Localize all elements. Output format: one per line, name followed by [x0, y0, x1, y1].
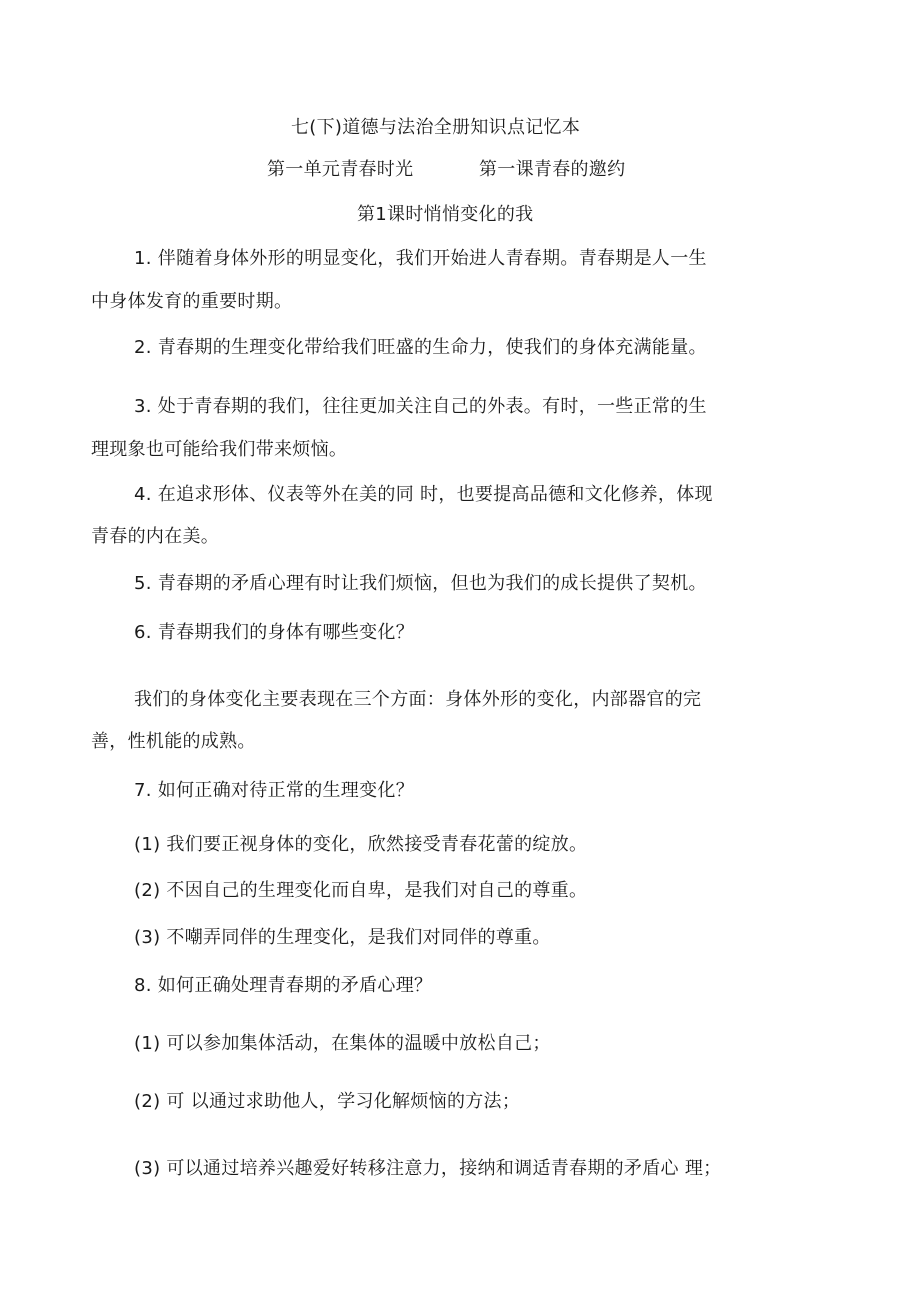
- item-3-line-2: 理现象也可能给我们带来烦恼。: [91, 439, 348, 460]
- item-1-line-1: 1. 伴随着身体外形的明显变化，我们开始进人青春期。青春期是人一生: [134, 248, 707, 269]
- item-3-line-1: 3. 处于青春期的我们，往往更加关注自己的外表。有时，一些正常的生: [134, 396, 707, 417]
- lesson-heading: 第一课青春的邀约: [479, 159, 626, 180]
- answer-8-point-3: (3) 可以通过培养兴趣爱好转移注意力，接纳和调适青春期的矛盾心 理；: [134, 1158, 722, 1179]
- unit-heading: 第一单元青春时光: [267, 159, 414, 180]
- item-5-line-1: 5. 青春期的矛盾心理有时让我们烦恼，但也为我们的成长提供了契机。: [134, 573, 707, 594]
- item-7-line-1: 7. 如何正确对待正常的生理变化？: [134, 780, 414, 801]
- answer-8-point-2: (2) 可 以通过求助他人，学习化解烦恼的方法；: [134, 1091, 521, 1112]
- item-8-line-1: 8. 如何正确处理青春期的矛盾心理？: [134, 975, 433, 996]
- period-heading: 第1课时悄悄变化的我: [357, 204, 534, 225]
- answer-8-point-1: (1) 可以参加集体活动，在集体的温暖中放松自己；: [134, 1033, 551, 1054]
- answer-7-point-3: (3) 不嘲弄同伴的生理变化，是我们对同伴的尊重。: [134, 927, 551, 948]
- document-title: 七(下)道德与法治全册知识点记忆本: [291, 117, 581, 138]
- item-1-line-2: 中身体发育的重要时期。: [91, 291, 293, 312]
- answer-7-point-1: (1) 我们要正视身体的变化，欣然接受青春花蕾的绽放。: [134, 834, 588, 855]
- answer-6-line-2: 善，性机能的成熟。: [91, 731, 256, 752]
- answer-7-point-2: (2) 不因自己的生理变化而自卑，是我们对自己的尊重。: [134, 880, 588, 901]
- answer-6-line-1: 我们的身体变化主要表现在三个方面：身体外形的变化，内部器官的完: [134, 689, 702, 710]
- item-4-line-2: 青春的内在美。: [91, 526, 220, 547]
- item-4-line-1: 4. 在追求形体、仪表等外在美的同 时，也要提高品德和文化修养，体现: [134, 484, 713, 505]
- item-2-line-1: 2. 青春期的生理变化带给我们旺盛的生命力，使我们的身体充满能量。: [134, 337, 707, 358]
- item-6-line-1: 6. 青春期我们的身体有哪些变化？: [134, 622, 414, 643]
